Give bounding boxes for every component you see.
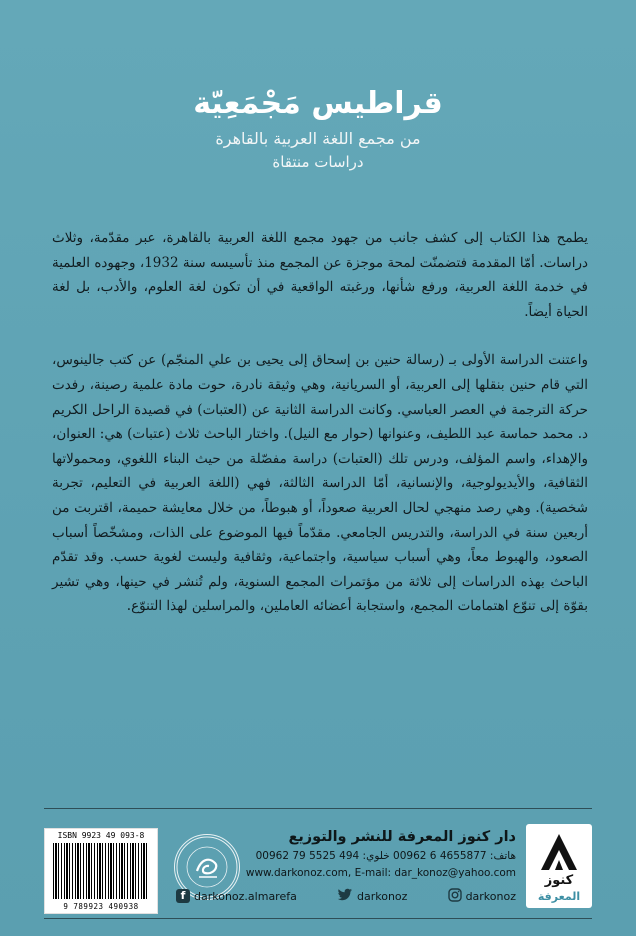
twitter-icon xyxy=(337,888,353,905)
blurb-text xyxy=(52,226,588,643)
barcode-bars xyxy=(53,843,149,899)
footer-divider-top xyxy=(44,808,592,809)
isbn-number: ISBN 9923 49 093-8 xyxy=(57,831,145,840)
instagram-icon xyxy=(448,888,462,905)
footer-divider-bottom xyxy=(44,918,592,919)
logo-text-line1: كنوز xyxy=(544,873,574,888)
isbn-barcode xyxy=(44,828,158,914)
publisher-footer xyxy=(44,822,592,912)
instagram-handle: darkonoz xyxy=(465,889,516,903)
blurb-paragraph-1: يطمح هذا الكتاب إلى كشف جانب من جهود مجمع اللغة العربية بالقاهرة، عبر مقدّمة، وثلاث دراسات. أمّا المقدمة فتضمنّت لمحة موجزة عن المجمع منذ تأسيسه سنة 1932، وجهوده العلمية في خدمة اللغة العربية، ورفع شأنها، ورغبته الواقعية في أن تكون لغة العلوم، والأدب، بل لغة الحياة أيضاً. xyxy=(52,230,588,320)
twitter-handle: darkonoz xyxy=(356,889,408,903)
social-instagram xyxy=(448,888,516,905)
blurb-paragraph-2: واعتنت الدراسة الأولى بـ (رسالة حنين بن إسحاق إلى يحيى بن علي المنجّم) عن كتب جالينوس، التي قام حنين بنقلها إلى العربية، أو السريانية، وهي وثيقة نادرة، حوت مادة علمية رصينة، رفدت حركة الترجمة في العصر العباسي. وكانت الدراسة الثانية عن (العتبات) في قصيدة الراحل الكريم د. محمد حماسة عبد اللطيف، وعنوانها (حوار مع النيل). واختار الباحث ثلاث (عتبات) هي: العنوان، والإهداء، واسم المؤلف، ودرس تلك (العتبات) دراسة مفصّلة من حيث البناء اللغوي، ومحمولاتها الثقافية، والأيديولوجية، والإنسانية، أمّا الدراسة الثالثة، فهي (اللغة العربية في التعليم، تجربة شخصية). وهي رصد منهجي لحال العربية صعوداً، أو هبوطاً، من خلال معايشة حميمة، اقتربت من أربعين سنة في الدراسة، والتدريس الجامعي. مقدّماً فيها الموضوع على الذات، ومشخّصاً أسباب الصعود، والهبوط معاً، وهي أسباب سياسية، واجتماعية، وثقافية وليست لغوية حسب. وقد تقدّم الباحث بهذه الدراسات إلى ثلاثة من مؤتمرات المجمع السنوية، ولم تُنشر في حينها، وهي تشير بقوّة إلى تنوّع اهتمامات المجمع، واستجابة أعضائه العاملين، والمراسلين لهذا التنوّع. xyxy=(52,352,588,615)
social-links xyxy=(176,886,516,906)
book-subtitle-secondary: دراسات منتقاة xyxy=(272,153,364,171)
publisher-phone: هاتف: 4655877 6 00962 خلوي: 494 5525 79 00962 xyxy=(255,850,516,862)
publisher-info xyxy=(216,826,516,882)
social-facebook xyxy=(176,889,297,903)
publisher-logo-icon xyxy=(535,830,583,874)
barcode-digits: 9 789923 490938 xyxy=(63,902,139,911)
publisher-logo xyxy=(526,824,592,908)
publisher-name: دار كنوز المعرفة للنشر والتوزيع xyxy=(288,829,516,845)
logo-text-line2: المعرفة xyxy=(537,890,581,903)
book-title: قراطيس مَجْمَعِيّة xyxy=(193,86,443,121)
facebook-handle: darkonoz.almarefa xyxy=(194,889,297,903)
publisher-website: www.darkonoz.com, E-mail: dar_konoz@yahoo.com xyxy=(245,867,516,879)
cover-header xyxy=(0,82,636,172)
facebook-icon: f xyxy=(176,889,190,903)
book-subtitle: من مجمع اللغة العربية بالقاهرة xyxy=(215,129,421,148)
social-twitter xyxy=(337,888,407,905)
